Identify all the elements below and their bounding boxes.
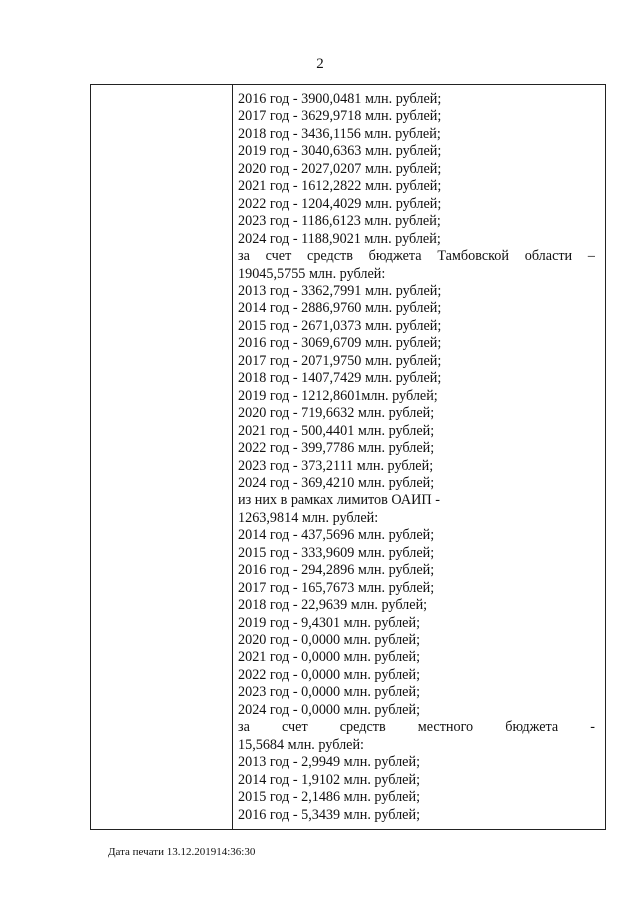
text-line: 2022 год - 399,7786 млн. рублей; (238, 440, 435, 457)
text-line: 2023 год - 373,2111 млн. рублей; (238, 457, 434, 474)
text-line: 2013 год - 3362,7991 млн. рублей; (238, 282, 442, 299)
text-line: 2023 год - 1186,6123 млн. рублей; (238, 213, 441, 230)
section-heading-line: за счет средств местного бюджета - (238, 719, 595, 736)
text-line: 2022 год - 0,0000 млн. рублей; (238, 666, 421, 683)
text-line: 2014 год - 1,9102 млн. рублей; (238, 771, 421, 788)
text-line: 2018 год - 22,9639 млн. рублей; (238, 597, 428, 614)
text-line: 2020 год - 719,6632 млн. рублей; (238, 405, 435, 422)
text-line: 2022 год - 1204,4029 млн. рублей; (238, 195, 442, 212)
text-line: 2024 год - 1188,9021 млн. рублей; (238, 230, 441, 247)
text-line: 2023 год - 0,0000 млн. рублей; (238, 684, 421, 701)
text-line: 2015 год - 333,9609 млн. рублей; (238, 544, 435, 561)
text-line: 2018 год - 3436,1156 млн. рублей; (238, 125, 441, 142)
text-line: 2019 год - 3040,6363 млн. рублей; (238, 143, 442, 160)
text-line: 2020 год - 0,0000 млн. рублей; (238, 632, 421, 649)
table-right-column (233, 85, 605, 829)
text-line: 2017 год - 2071,9750 млн. рублей; (238, 352, 442, 369)
text-line: 15,5684 млн. рублей: (238, 736, 364, 753)
text-line: 2019 год - 1212,8601млн. рублей; (238, 387, 438, 404)
text-line: 2013 год - 2,9949 млн. рублей; (238, 754, 421, 771)
text-line: 1263,9814 млн. рублей: (238, 509, 379, 526)
table-left-column (91, 85, 233, 829)
text-line: 2020 год - 2027,0207 млн. рублей; (238, 160, 442, 177)
text-line: 2014 год - 437,5696 млн. рублей; (238, 527, 435, 544)
text-line: 2016 год - 294,2896 млн. рублей; (238, 562, 435, 579)
text-line: 2016 год - 3069,6709 млн. рублей; (238, 335, 442, 352)
text-line: 2016 год - 3900,0481 млн. рублей; (238, 91, 442, 107)
section-heading-line: за счет средств бюджета Тамбовской области – (238, 248, 595, 265)
text-line: 2021 год - 1612,2822 млн. рублей; (238, 178, 442, 195)
document-table (90, 84, 606, 830)
text-line: 2024 год - 0,0000 млн. рублей; (238, 701, 421, 718)
text-line: 2017 год - 165,7673 млн. рублей; (238, 579, 435, 596)
print-date-footer: Дата печати 13.12.201914:36:30 (108, 846, 256, 858)
text-line: 2018 год - 1407,7429 млн. рублей; (238, 370, 442, 387)
text-line: 2021 год - 500,4401 млн. рублей; (238, 422, 435, 439)
section-heading-line: из них в рамках лимитов ОАИП - (238, 492, 440, 509)
text-line: 2015 год - 2671,0373 млн. рублей; (238, 317, 442, 334)
page-number: 2 (316, 56, 324, 72)
text-line: 2014 год - 2886,9760 млн. рублей; (238, 300, 442, 317)
text-line: 2017 год - 3629,9718 млн. рублей; (238, 108, 442, 125)
text-line: 2015 год - 2,1486 млн. рублей; (238, 789, 421, 806)
text-line: 19045,5755 млн. рублей: (238, 265, 386, 282)
text-line: 2016 год - 5,3439 млн. рублей; (238, 806, 421, 823)
text-line: 2021 год - 0,0000 млн. рублей; (238, 649, 421, 666)
text-line: 2024 год - 369,4210 млн. рублей; (238, 474, 435, 491)
text-line: 2019 год - 9,4301 млн. рублей; (238, 614, 421, 631)
